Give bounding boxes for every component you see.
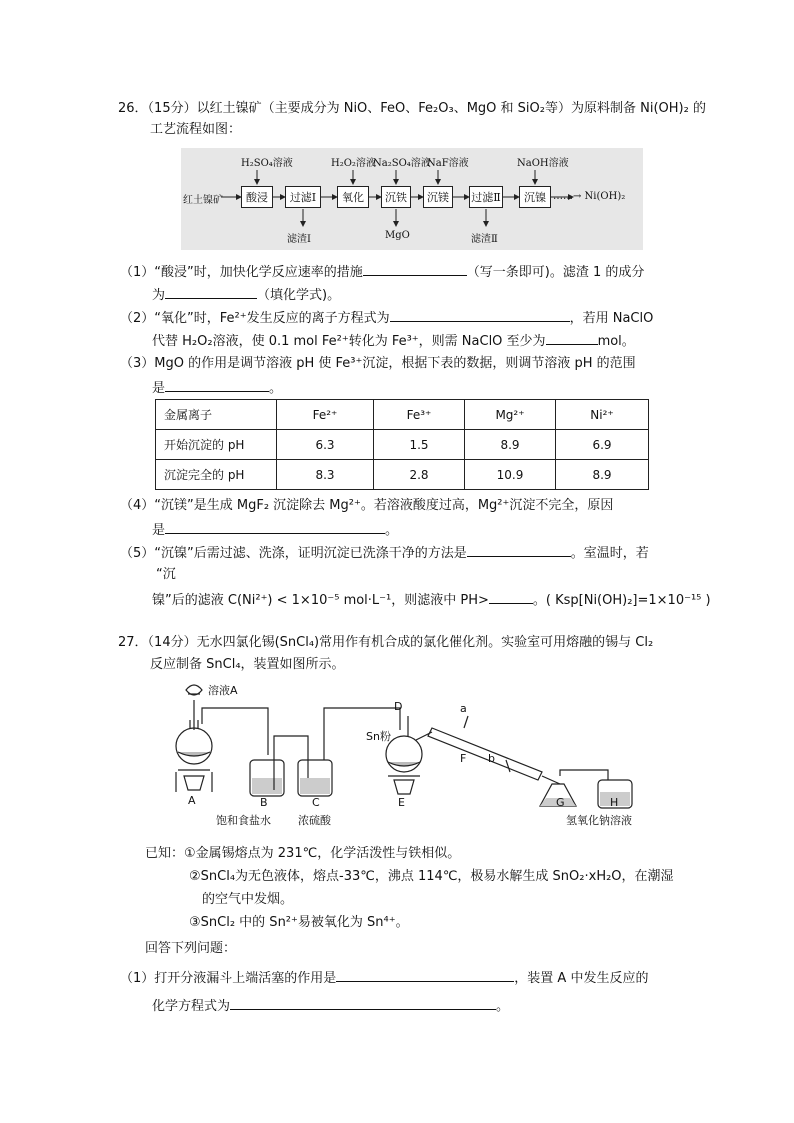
- table-header-cell: Fe³⁺: [374, 400, 465, 430]
- q26-p1-line1: （1）“酸浸”时，加快化学反应速率的措施 （写一条即可)。滤渣 1 的成分: [120, 262, 644, 282]
- reagent-h2o2: H₂O₂溶液: [331, 158, 376, 169]
- q26-p5-line3: 镍”后的滤液 C(Ni²⁺) < 1×10⁻⁵ mol·L⁻¹，则滤液中 PH> 。( Ksp[Ni(OH)₂]=1×10⁻¹⁵ ): [152, 590, 711, 610]
- q27-intro-line1: 27．（14分）无水四氯化锡(SnCl₄)常用作有机合成的氯化催化剂。实验室可用熔融的锡与 Cl₂: [118, 635, 654, 650]
- step-filter-2: 过滤Ⅱ: [469, 186, 503, 208]
- q26-p5-line2: “沉: [156, 567, 176, 582]
- letter-b: b: [488, 752, 495, 765]
- q26-intro-line2: 工艺流程如图：: [150, 122, 242, 137]
- letter-H: H: [610, 796, 619, 809]
- letter-B: B: [260, 796, 268, 809]
- q26-p2-line1: （2）“氧化”时，Fe²⁺发生反应的离子方程式为 ，若用 NaClO: [120, 308, 653, 328]
- table-cell: 6.9: [556, 430, 649, 460]
- table-cell: 8.9: [465, 430, 556, 460]
- known-line2: ②SnCl₄为无色液体，熔点-33℃，沸点 114℃，极易水解生成 SnO₂·xH₂O，在潮湿: [189, 869, 674, 884]
- step-acid-leach: 酸浸: [241, 186, 273, 208]
- reagent-naf: NaF溶液: [427, 158, 469, 169]
- table-cell: 沉淀完全的 pH: [156, 460, 277, 490]
- q26-p5-line1: （5）“沉镍”后需过滤、洗涤，证明沉淀已洗涤干净的方法是 。室温时，若: [120, 543, 649, 563]
- table-header-cell: Fe²⁺: [277, 400, 374, 430]
- apparatus-drawing: [168, 680, 648, 810]
- reagent-h2so4: H₂SO₄溶液: [241, 158, 293, 169]
- letter-E: E: [398, 796, 405, 809]
- output-mgo: MgO: [385, 230, 410, 241]
- label-solution-a: 溶液A: [208, 684, 238, 697]
- table-row: [156, 460, 649, 490]
- known-line1: 已知：①金属锡熔点为 231℃，化学活泼性与铁相似。: [145, 846, 461, 861]
- table-cell: 10.9: [465, 460, 556, 490]
- process-flow-diagram: [181, 148, 643, 250]
- q27-intro-line2: 反应制备 SnCl₄，装置如图所示。: [150, 657, 345, 672]
- table-header-cell: 金属离子: [156, 400, 277, 430]
- table-header-cell: Mg²⁺: [465, 400, 556, 430]
- caption-conc-sulfuric-acid: 浓硫酸: [298, 814, 331, 827]
- reagent-na2so4: Na₂SO₄溶液: [373, 158, 431, 169]
- table-cell: 8.3: [277, 460, 374, 490]
- output-residue-1: 滤渣Ⅰ: [287, 234, 311, 245]
- flow-end: ……→ Ni(OH)₂: [553, 191, 626, 202]
- table-header-row: [156, 400, 649, 430]
- answer-prompt: 回答下列问题：: [145, 941, 237, 956]
- known-line3: 的空气中发烟。: [202, 892, 294, 907]
- q26-p1-line2: 为 （填化学式)。: [152, 285, 340, 305]
- caption-saturated-brine: 饱和食盐水: [216, 814, 271, 827]
- table-cell: 2.8: [374, 460, 465, 490]
- q26-p3-line2: 是 。: [152, 378, 282, 398]
- reagent-naoh: NaOH溶液: [517, 158, 569, 169]
- step-iron-precip: 沉铁: [381, 186, 411, 208]
- step-mg-precip: 沉镁: [423, 186, 453, 208]
- q26-p4-line1: （4）“沉镁”是生成 MgF₂ 沉淀除去 Mg²⁺。若溶液酸度过高，Mg²⁺沉淀不完全，原因: [120, 498, 614, 513]
- q27-p1-line1: （1）打开分液漏斗上端活塞的作用是 ，装置 A 中发生反应的: [120, 968, 648, 988]
- label-sn-powder: Sn粉: [366, 730, 391, 743]
- output-residue-2: 滤渣Ⅱ: [471, 234, 498, 245]
- q26-p4-line2: 是 。: [152, 520, 398, 540]
- q27-p1-line2: 化学方程式为 。: [152, 996, 509, 1016]
- q26-p3-line1: （3）MgO 的作用是调节溶液 pH 使 Fe³⁺沉淀，根据下表的数据，则调节溶液 pH 的范围: [120, 356, 636, 371]
- ph-data-table: [155, 399, 649, 490]
- q26-intro-line1: 26．（15分）以红土镍矿（主要成分为 NiO、FeO、Fe₂O₃、MgO 和 SiO₂等）为原料制备 Ni(OH)₂ 的: [118, 101, 706, 116]
- letter-A: A: [188, 794, 196, 807]
- caption-naoh-solution: 氢氧化钠溶液: [566, 814, 632, 827]
- letter-a: a: [460, 702, 467, 715]
- step-filter-1: 过滤Ⅰ: [285, 186, 321, 208]
- step-ni-precip: 沉镍: [519, 186, 551, 208]
- table-cell: 6.3: [277, 430, 374, 460]
- table-cell: 1.5: [374, 430, 465, 460]
- table-header-cell: Ni²⁺: [556, 400, 649, 430]
- letter-f: F: [460, 752, 467, 765]
- letter-d: D: [394, 700, 403, 713]
- known-line4: ③SnCl₂ 中的 Sn²⁺易被氧化为 Sn⁴⁺。: [189, 915, 409, 930]
- step-oxidize: 氧化: [337, 186, 369, 208]
- flow-start: 红土镍矿: [183, 195, 223, 206]
- apparatus-diagram: [168, 680, 648, 830]
- table-cell: 开始沉淀的 pH: [156, 430, 277, 460]
- table-row: [156, 430, 649, 460]
- letter-C: C: [312, 796, 320, 809]
- table-cell: 8.9: [556, 460, 649, 490]
- letter-G: G: [556, 796, 565, 809]
- q26-p2-line2: 代替 H₂O₂溶液，使 0.1 mol Fe²⁺转化为 Fe³⁺，则需 NaClO 至少为 mol。: [152, 331, 635, 351]
